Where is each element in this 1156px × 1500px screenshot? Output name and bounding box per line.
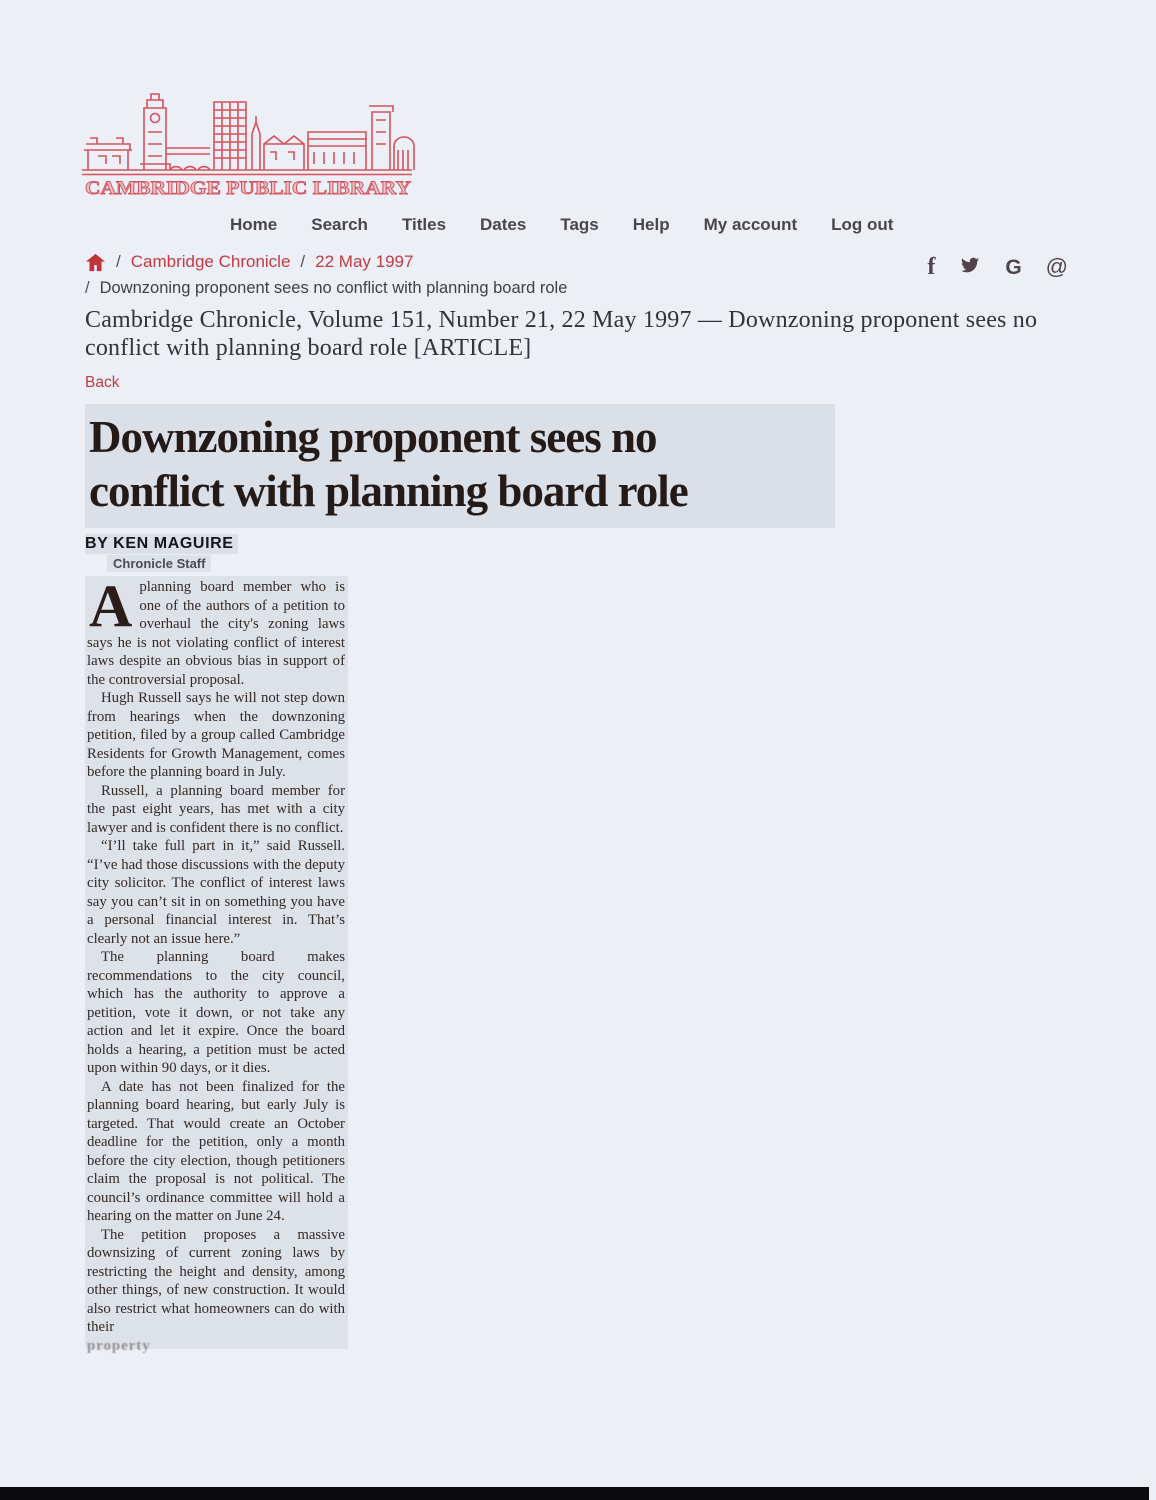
article-headline-line-1: Downzoning proponent sees no <box>89 412 657 462</box>
facebook-icon[interactable]: f <box>927 254 936 280</box>
twitter-bird-icon <box>959 256 981 274</box>
social-share-bar <box>927 255 1068 279</box>
article-byline-role: Chronicle Staff <box>107 555 211 572</box>
home-icon <box>85 253 106 272</box>
article-paragraph <box>87 573 345 689</box>
nav-item-tags[interactable]: Tags <box>560 215 599 234</box>
nav-item-titles[interactable]: Titles <box>401 215 447 234</box>
article-cutoff-text: property <box>87 1337 151 1354</box>
breadcrumb-separator: / <box>85 279 90 297</box>
library-logo[interactable] <box>78 92 418 202</box>
breadcrumb-link-title[interactable]: Cambridge Chronicle <box>130 252 291 271</box>
main-nav <box>230 215 893 235</box>
nav-item-search[interactable]: Search <box>311 215 368 234</box>
nav-item-my-account[interactable]: My account <box>703 215 798 234</box>
nav-item-help[interactable]: Help <box>632 215 670 234</box>
library-logo-text: CAMBRIDGE PUBLIC LIBRARY <box>85 178 412 199</box>
email-icon[interactable]: @ <box>1045 254 1068 279</box>
article-paragraph: The planning board makes recommendations to the city council, which has the authority to approve a petition, vote it down, or not take any action and let it expire. Once the board holds a hearing, a petition must be acted upon within 90 days, or it dies. <box>87 949 345 1076</box>
breadcrumb-separator: / <box>300 252 306 271</box>
article-paragraph-text: planning board member who is one of the authors of a petition to overhaul the city's zoning laws says he is not violating conflict of interest laws despite an obvious bias in support of the controversial proposal. <box>87 579 345 688</box>
article-paragraph: “I’ll take full part in it,” said Russell. “I’ve had those discussions with the deputy city solicitor. The conflict of interest laws say you can’t sit in on something you have a personal financial interest in. That’s clearly not an issue here.” <box>87 838 345 947</box>
article-body-column <box>85 573 348 1354</box>
article-paragraph: A date has not been finalized for the planning board hearing, but early July is targeted. That would create an October deadline for the petition, only a month before the city election, though petitioners claim the proposal is not political. The council’s ordinance committee will hold a hearing on the matter on June 24. <box>87 1078 345 1224</box>
article-headline-line-2: conflict with planning board role <box>89 466 688 516</box>
breadcrumb-separator: / <box>116 252 121 271</box>
breadcrumb-link-date[interactable]: 22 May 1997 <box>315 252 414 271</box>
scan-edge-bar <box>0 1487 1149 1500</box>
article-paragraph: Hugh Russell says he will not step down from hearings when the downzoning petition, filed by a group called Cambridge Residents for Growth Management, comes before the planning board in July. <box>87 690 345 780</box>
breadcrumb-home-link[interactable] <box>85 253 106 272</box>
drop-cap: A <box>89 573 133 639</box>
library-skyline-logo-image <box>78 92 418 202</box>
article-paragraph: Russell, a planning board member for the past eight years, has met with a city lawyer and is confident there is no conflict. <box>87 782 345 836</box>
nav-item-home[interactable]: Home <box>230 215 278 234</box>
breadcrumb-row-2 <box>85 279 1075 298</box>
back-link[interactable]: Back <box>85 374 120 391</box>
page-title: Cambridge Chronicle, Volume 151, Number 21, 22 May 1997 — Downzoning proponent sees no conflict with planning board role [ARTICLE] <box>85 307 1038 361</box>
nav-item-log-out[interactable]: Log out <box>831 215 894 234</box>
article-clipping-image <box>85 404 833 1354</box>
article-paragraph: The petition proposes a massive downsizing of current zoning laws by restricting the height and density, among other things, of new construction. It would also restrict what homeowners can do with their <box>87 1226 345 1335</box>
breadcrumb-current-page: Downzoning proponent sees no conflict with planning board role <box>99 279 568 297</box>
nav-item-dates[interactable]: Dates <box>480 215 527 234</box>
google-icon[interactable]: G <box>1005 255 1022 279</box>
article-headline <box>85 404 835 528</box>
twitter-icon[interactable] <box>959 256 981 278</box>
article-byline: BY KEN MAGUIRE <box>85 534 238 554</box>
